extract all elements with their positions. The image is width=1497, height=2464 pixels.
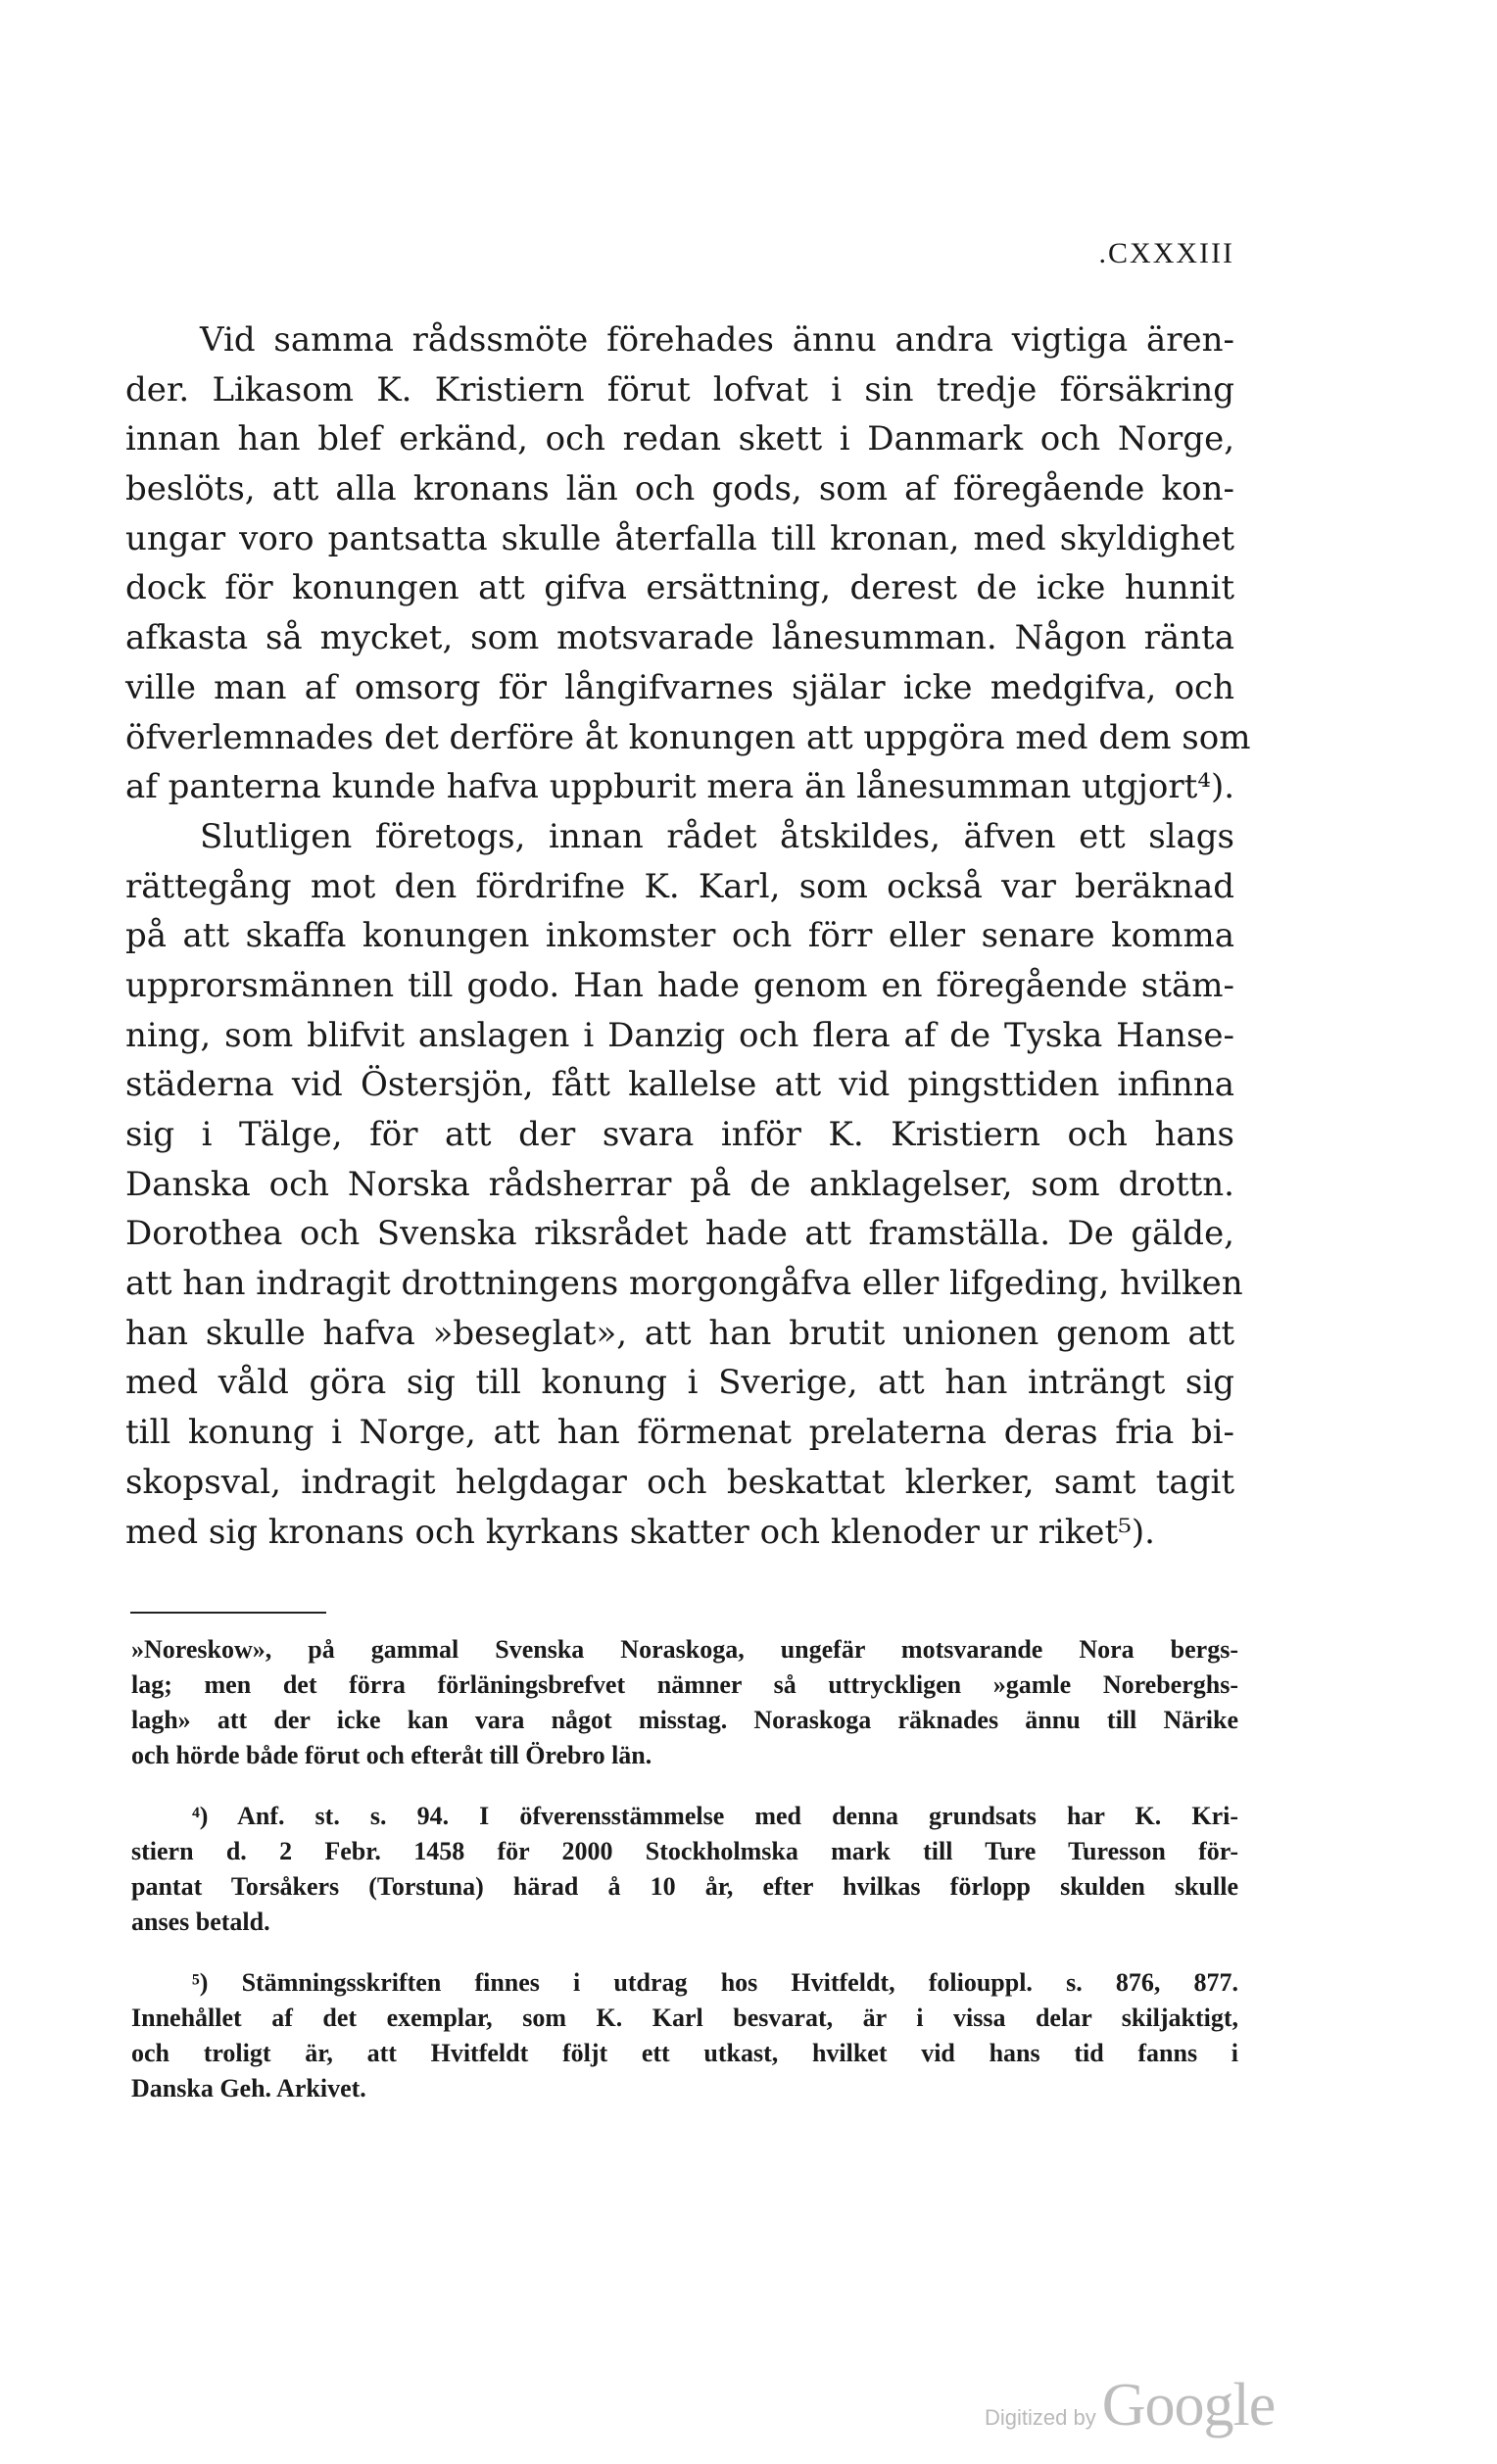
text-line: ville man af omsorg för långifvarnes själar icke medgifva, och (125, 667, 1234, 707)
footnote-line: pantat Torsåkers (Torstuna) härad å 10 år, efter hvilkas förlopp skulden skulle (131, 1872, 1238, 1901)
text-line: ungar voro pantsatta skulle återfalla till kronan, med skyldighet (125, 518, 1234, 558)
text-line: Slutligen företogs, innan rådet åtskildes, äfven ett slags (200, 816, 1234, 856)
text-line: rättegång mot den fördrifne K. Karl, som också var beräknad (125, 866, 1234, 906)
text-line: af panterna kunde hafva uppburit mera än lånesumman utgjort⁴). (125, 767, 1235, 807)
footnotes (131, 1632, 1238, 2106)
footnote-5 (131, 1965, 1238, 2106)
footnote-line: ⁵) Stämningsskriften finnes i utdrag hos Hvitfeldt, foliouppl. s. 876, 877. (192, 1968, 1238, 1997)
footnote-4 (131, 1799, 1238, 1940)
text-line: upprorsmännen till godo. Han hade genom en föregående stäm- (125, 965, 1234, 1005)
text-line: afkasta så mycket, som motsvarade lånesumman. Någon ränta (125, 618, 1234, 658)
footnote-line: och hörde både förut och efteråt till Örebro län. (131, 1741, 652, 1769)
page-number: .CXXXIII (1098, 237, 1234, 269)
text-line: Danska och Norska rådsherrar på de anklagelser, som drottn. (125, 1164, 1234, 1204)
text-line: dock för konungen att gifva ersättning, derest de icke hunnit (125, 568, 1234, 608)
footnote-line: lag; men det förra förläningsbrefvet nämner så uttryckligen »gamle Noreberghs- (131, 1670, 1238, 1699)
paragraph-2 (125, 812, 1243, 1557)
footnote-line: lagh» att der icke kan vara något misstag. Noraskoga räknades ännu till Närike (131, 1706, 1238, 1734)
text-line: att han indragit drottningens morgongåfva eller lifgeding, hvilken (125, 1264, 1243, 1304)
footnote-line: Danska Geh. Arkivet. (131, 2074, 366, 2102)
text-line: på att skaffa konungen inkomster och förr eller senare komma (125, 916, 1234, 956)
watermark-prefix: Digitized by (985, 2405, 1096, 2430)
text-line: der. Likasom K. Kristiern förut lofvat i sin tredje försäkring (125, 369, 1234, 410)
footnote-line: anses betald. (131, 1908, 270, 1936)
footnote-line: och troligt är, att Hvitfeldt följt ett utkast, hvilket vid hans tid fanns i (131, 2039, 1238, 2067)
text-line: han skulle hafva »beseglat», att han brutit unionen genom att (125, 1313, 1234, 1353)
text-line: med sig kronans och kyrkans skatter och klenoder ur riket⁵). (125, 1512, 1155, 1552)
footnote-spacer (131, 1940, 1238, 1965)
footnote-line: stiern d. 2 Febr. 1458 för 2000 Stockholmska mark till Ture Turesson för- (131, 1837, 1238, 1865)
footnote-spacer (131, 1773, 1238, 1799)
text-line: innan han blef erkänd, och redan skett i Danmark och Norge, (125, 419, 1234, 459)
footnote-line: Innehållet af det exemplar, som K. Karl besvarat, är i vissa delar skiljaktigt, (131, 2004, 1238, 2032)
text-line: till konung i Norge, att han förmenat prelaterna deras fria bi- (125, 1413, 1234, 1453)
text-line: Vid samma rådssmöte förehades ännu andra vigtiga ären- (200, 320, 1234, 360)
text-line: skopsval, indragit helgdagar och beskattat klerker, samt tagit (125, 1462, 1234, 1502)
main-text (125, 315, 1251, 1557)
paragraph-1 (125, 315, 1251, 812)
digitized-watermark (985, 2371, 1275, 2440)
footnote-divider (130, 1612, 326, 1614)
text-line: med våld göra sig till konung i Sverige, att han inträngt sig (125, 1363, 1234, 1403)
footnote-line: »Noreskow», på gammal Svenska Noraskoga, ungefär motsvarande Nora bergs- (131, 1635, 1238, 1664)
text-line: öfverlemnades det derföre åt konungen att uppgöra med dem som (125, 717, 1251, 757)
footnote-3 (131, 1632, 1238, 1773)
text-line: ning, som blifvit anslagen i Danzig och flera af de Tyska Hanse- (125, 1015, 1234, 1055)
text-line: Dorothea och Svenska riksrådet hade att framställa. De gälde, (125, 1214, 1234, 1254)
text-line: städerna vid Östersjön, fått kallelse att vid pingsttiden infinna (125, 1065, 1234, 1105)
text-line: sig i Tälge, för att der svara inför K. Kristiern och hans (125, 1115, 1234, 1154)
footnote-line: ⁴) Anf. st. s. 94. I öfverensstämmelse med denna grundsats har K. Kri- (192, 1802, 1238, 1830)
google-logo: Google (1101, 2372, 1276, 2439)
text-line: beslöts, att alla kronans län och gods, som af föregående kon- (125, 469, 1234, 509)
